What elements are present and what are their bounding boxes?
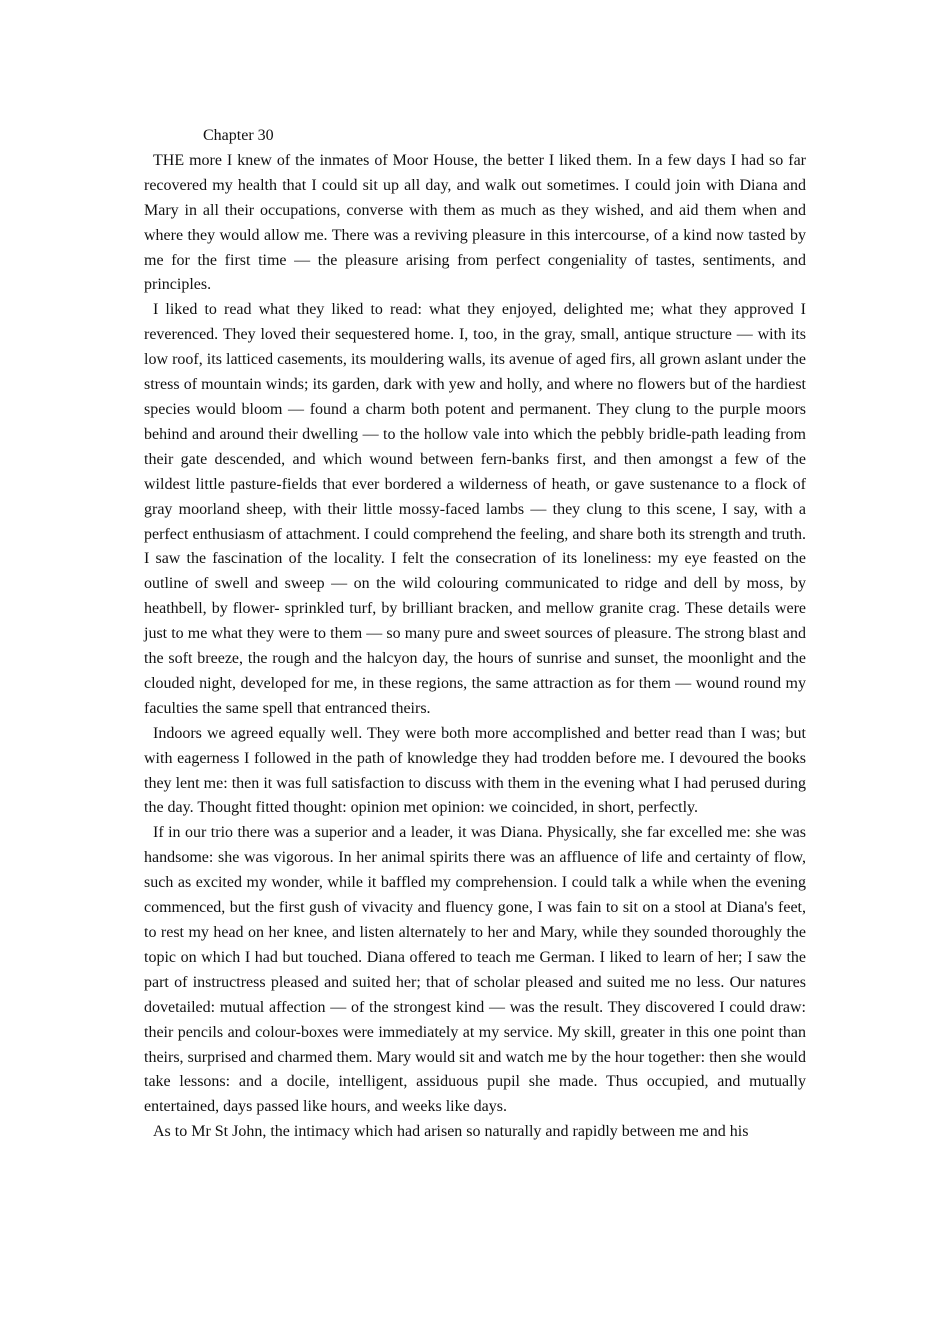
paragraph-5: As to Mr St John, the intimacy which had arisen so naturally and rapidly between me and his [153,1123,749,1141]
paragraph-2: I liked to read what they liked to read: what they enjoyed, delighted me; what they approved I reverenced. They loved their sequestered home. I, too, in the gray, small, antique structure — with its low roof, its latticed casements, its mouldering walls, its avenue of aged firs, all grown aslant under the stress of mountain winds; its garden, dark with yew and holly, and where no flowers but of the hardiest species would bloom — found a charm both potent and permanent. They clung to the purple moors behind and around their dwelling — to the hollow vale into which the pebbly bridle-path leading from their gate descended, and which wound between fern-banks first, and then amongst a few of the wildest little pasture-fields that ever bordered a wilderness of heath, or gave sustenance to a flock of gray moorland sheep, with their little mossy-faced lambs — they clung to this scene, I say, with a perfect enthusiasm of attachment. I could comprehend the feeling, and share both its strength and truth. I saw the fascination of the locality. I felt the consecration of its loneliness: my eye feasted on the outline of swell and sweep — on the wild colouring communicated to ridge and dell by moss, by heathbell, by flower- sprinkled turf, by brilliant bracken, and mellow granite crag. These details were just to me what they were to them — so many pure and sweet sources of pleasure. The strong blast and the soft breeze, the rough and the halcyon day, the hours of sunrise and sunset, the moonlight and the clouded night, developed for me, in these regions, the same attraction as for them — wound round my faculties the same spell that entranced theirs. [144,301,806,717]
chapter-heading: Chapter 30 [203,127,274,144]
paragraph-1: THE more I knew of the inmates of Moor House, the better I liked them. In a few days I had so far recovered my health that I could sit up all day, and walk out sometimes. I could join with Diana and Mary in all their occupations, converse with them as much as they wished, and aid them when and where they would allow me. There was a reviving pleasure in this intercourse, of a kind now tasted by me for the first time — the pleasure arising from perfect congeniality of tastes, sentiments, and principles. [144,151,806,294]
paragraph-4: If in our trio there was a superior and a leader, it was Diana. Physically, she far excelled me: she was handsome: she was vigorous. In her animal spirits there was an affluence of life and certainty of flow, such as excited my wonder, while it baffled my comprehension. I could talk a while when the evening commenced, but the first gush of vivacity and fluency gone, I was fain to sit on a stool at Diana's feet, to rest my head on her knee, and listen alternately to her and Mary, while they sounded thoroughly the topic on which I had but touched. Diana offered to teach me German. I liked to learn of her; I saw the part of instructress pleased and suited her; that of scholar pleased and suited me no less. Our natures dovetailed: mutual affection — of the strongest kind — was the result. They discovered I could draw: their pencils and colour-boxes were immediately at my service. My skill, greater in this one point than theirs, surprised and charmed them. Mary would sit and watch me by the hour together: then she would take lessons: and a docile, intelligent, assiduous pupil she made. Thus occupied, and mutually entertained, days passed like hours, and weeks like days. [144,824,806,1116]
paragraph-3: Indoors we agreed equally well. They were both more accomplished and better read than I was; but with eagerness I followed in the path of knowledge they had trodden before me. I devoured the books they lent me: then it was full satisfaction to discuss with them in the evening what I had perused during the day. Thought fitted thought: opinion met opinion: we coincided, in short, perfectly. [144,724,806,817]
chapter-text [144,124,806,1145]
